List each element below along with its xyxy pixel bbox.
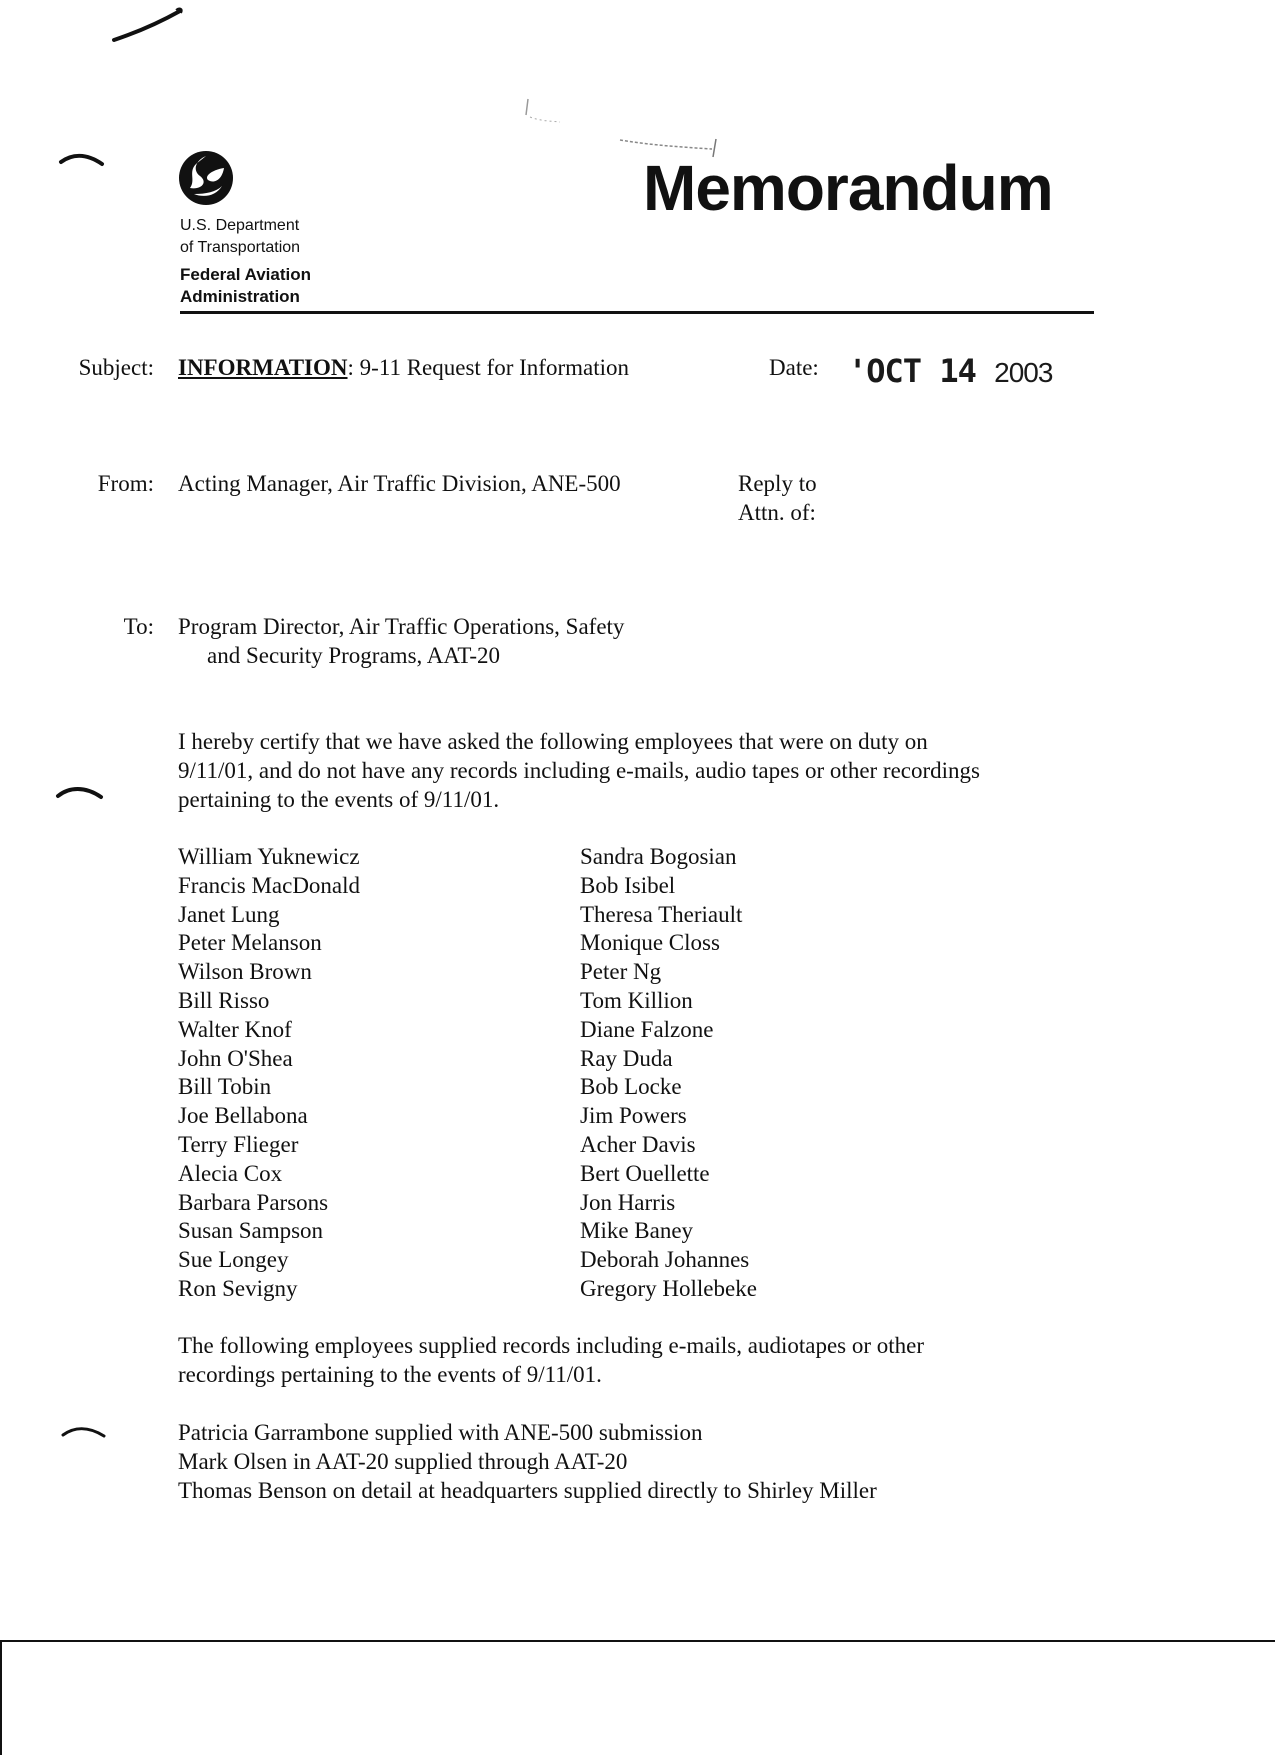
name-item: Acher Davis [580, 1131, 696, 1157]
name-item: Wilson Brown [178, 959, 312, 985]
name-item: Mike Baney [580, 1218, 694, 1244]
date-stamp-year: 2003 [994, 357, 1053, 388]
name-item: Ron Sevigny [178, 1275, 298, 1301]
name-item: Joe Bellabona [178, 1103, 308, 1129]
name-item: Sue Longey [178, 1247, 289, 1273]
name-item: Bill Risso [178, 987, 270, 1013]
subject-text: : 9-11 Request for Information [347, 355, 629, 380]
name-item: Barbara Parsons [178, 1189, 329, 1215]
name-item: Monique Closs [580, 930, 720, 956]
subject-label: Subject: [78, 355, 154, 380]
name-item: Jim Powers [580, 1103, 687, 1129]
names-left-column [178, 843, 518, 1304]
name-item: Deborah Johannes [580, 1247, 750, 1273]
scan-edge-side [0, 1640, 2, 1755]
name-item: Bob Isibel [580, 872, 676, 898]
punch-mark-3 [60, 1420, 108, 1442]
name-item: Jon Harris [580, 1189, 676, 1215]
name-item: Bob Locke [580, 1074, 682, 1100]
body-para1-line1: I hereby certify that we have asked the following employees that were on duty on [178, 729, 928, 754]
name-item: Bert Ouellette [580, 1160, 710, 1186]
subject-line [178, 353, 629, 382]
to-label: To: [123, 614, 154, 639]
name-item: Diane Falzone [580, 1016, 714, 1042]
name-item: Peter Melanson [178, 930, 322, 956]
supplied-item-1: Patricia Garrambone supplied with ANE-500 submission [178, 1420, 703, 1445]
name-item: William Yuknewicz [178, 844, 360, 869]
from-label: From: [97, 471, 154, 496]
name-item: Theresa Theriault [580, 901, 743, 927]
reply-to-line-2: Attn. of: [738, 500, 816, 525]
to-line-2: and Security Programs, AAT-20 [207, 643, 501, 668]
date-stamp-month-day: 'OCT 14 [848, 352, 976, 390]
body-para2-line2: recordings pertaining to the events of 9/11/01. [178, 1362, 602, 1387]
subject-keyword: INFORMATION [178, 355, 348, 380]
punch-mark-1 [58, 148, 106, 170]
supplied-item-2: Mark Olsen in AAT-20 supplied through AAT-20 [178, 1449, 628, 1474]
agency-line-2: of Transportation [180, 239, 301, 256]
name-item: Tom Killion [580, 987, 693, 1013]
body-para1-line3: pertaining to the events of 9/11/01. [178, 787, 500, 812]
name-item: Bill Tobin [178, 1074, 272, 1100]
name-item: Francis MacDonald [178, 872, 361, 898]
name-item: Peter Ng [580, 959, 662, 985]
name-item: John O'Shea [178, 1045, 293, 1071]
name-item: Walter Knof [178, 1016, 292, 1042]
name-item: Gregory Hollebeke [580, 1275, 757, 1301]
name-item: Alecia Cox [178, 1160, 283, 1186]
supplied-item-3: Thomas Benson on detail at headquarters supplied directly to Shirley Miller [178, 1478, 877, 1503]
from-text: Acting Manager, Air Traffic Division, ANE-500 [178, 471, 621, 496]
memorandum-title: Memorandum [643, 152, 1053, 224]
reply-to-line-1: Reply to [738, 471, 817, 496]
name-item: Sandra Bogosian [580, 844, 737, 869]
scan-edge-rule [0, 1640, 1275, 1642]
name-item: Ray Duda [580, 1045, 673, 1071]
name-item: Susan Sampson [178, 1218, 324, 1244]
dot-logo-icon [178, 150, 234, 206]
punch-mark-2 [55, 780, 105, 804]
date-label: Date: [769, 355, 819, 380]
date-stamp [848, 352, 1052, 390]
agency-line-4: Administration [180, 287, 300, 306]
agency-line-3: Federal Aviation [180, 265, 311, 284]
body-para2-line1: The following employees supplied records including e-mails, audiotapes or other [178, 1333, 925, 1358]
name-item: Janet Lung [178, 901, 280, 927]
names-right-column [580, 843, 920, 1304]
name-item: Terry Flieger [178, 1131, 299, 1157]
body-para1-line2: 9/11/01, and do not have any records including e-mails, audio tapes or other recordings [178, 758, 981, 783]
to-line-1: Program Director, Air Traffic Operations, Safety [178, 614, 625, 639]
scan-mark-top [110, 5, 185, 45]
agency-line-1: U.S. Department [180, 217, 300, 234]
header-rule [180, 311, 1094, 314]
